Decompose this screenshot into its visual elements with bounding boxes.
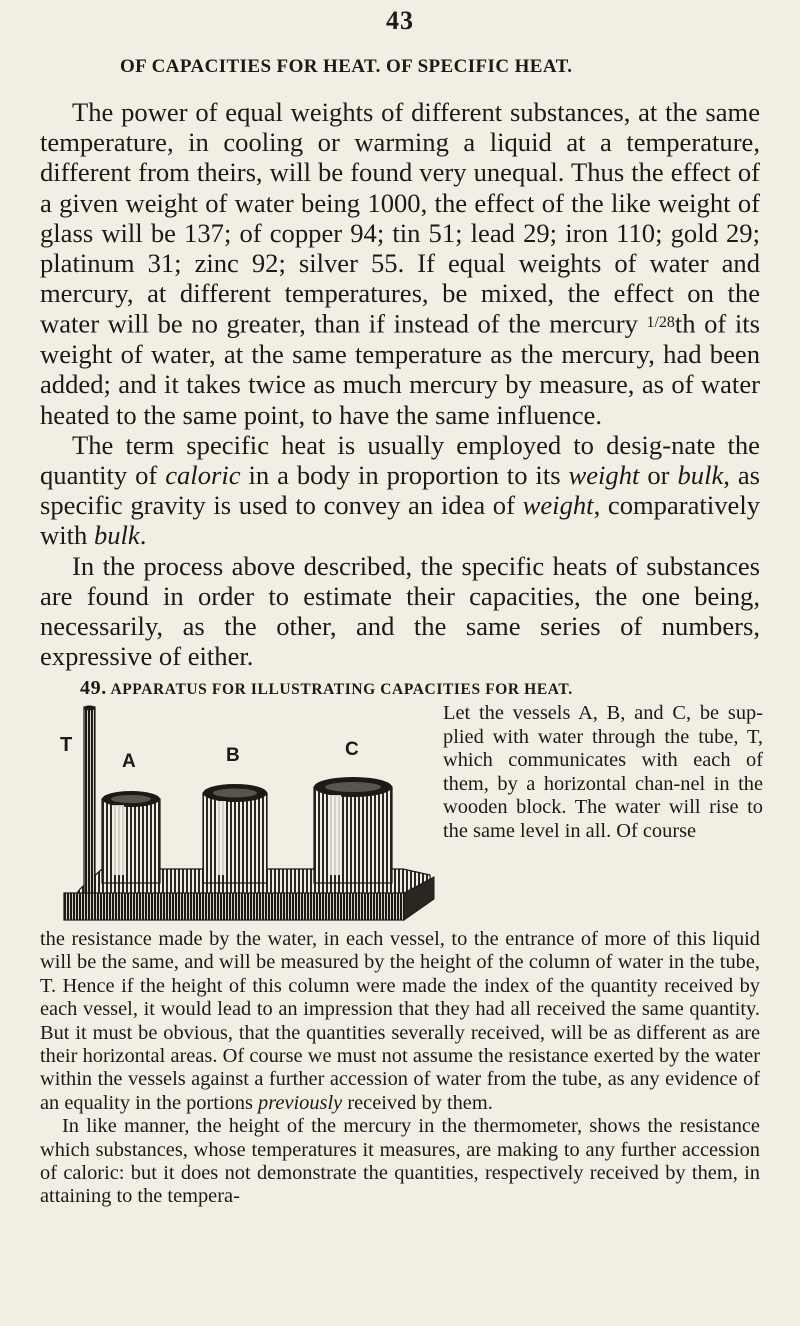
main-text [40,97,760,671]
paragraph-text: The term specific heat is usually employed to desig-nate the quantity of [40,429,760,491]
vessel-b [203,784,267,883]
italic-term: caloric [165,460,241,491]
paragraph-text: in a body in proportion to its [240,460,569,491]
paragraph-text: The power of equal weights of different substances, at the same temperature, in cooling or warming a liquid at a temperature, different from theirs, will be found very unequal. Thus the effect of a given weight of water being 1000, the effect of the like weight of glass will be 137; of copper 94; tin 51; lead 29; iron 110; gold 29; platinum 31; zinc 92; silver 55. If equal weights of water and mercury, at different temperatures, be mixed, the effect on the water will be no greater, than if instead of the mercury [40,97,760,339]
paragraph-process: In the process above described, the specific heats of substances are found in order to estimate their capacities, the one being, necessarily, as the other, and the same series of numbers, expressive of either. [40,550,760,672]
italic-term: previously [258,1091,343,1114]
small-paragraph-resistance [40,928,760,1115]
paragraph-text: or [639,460,678,491]
tube-t [84,706,96,894]
fraction: 1/28 [646,314,675,332]
paragraph-text: received by them. [342,1091,493,1114]
figure-number: 49. [80,677,107,699]
label-c: C [345,739,359,760]
figure-caption-text: APPARATUS FOR ILLUSTRATING CAPACITIES FOR HEAT. [110,681,573,698]
italic-term: weight [522,490,594,521]
paragraph-text: , comparatively with [40,490,760,551]
small-paragraph-thermometer: In like manner, the height of the mercury in the thermometer, shows the resistance which substances, whose temperatures it measures, are making to any further accession of caloric: but it does not demonstrate the quantities, respectively received by them, in attaining to the tempera- [40,1115,760,1208]
running-head: OF CAPACITIES FOR HEAT. OF SPECIFIC HEAT. [120,56,573,77]
paragraph-text: th of its weight of water, at the same temperature as the mercury, had been added; and it takes twice as much mercury by measure, as of water heated to the same point, to have the same influence. [40,309,760,430]
paragraph-specific-heat [40,430,760,551]
small-text [40,928,760,1209]
vessel-a [102,791,160,883]
italic-term: bulk [677,460,724,491]
italic-term: weight [568,460,640,491]
label-a: A [122,751,136,772]
paragraph-text: . [139,520,147,551]
vessel-c [314,777,392,883]
apparatus-illustration [58,705,438,930]
label-t: T [60,734,73,756]
italic-term: bulk [93,520,140,551]
paragraph-text: the resistance made by the water, in each vessel, to the entrance of more of this liquid will be the same, and will be measured by the height of the column of water in the tube, T. Hence if the height of this column were made the index of the quantity received by each vessel, it would lead to an impression that they had all received the same quantity. But it must be obvious, that the quantities severally received, will be as different as are their horizontal areas. Of course we must not assume the resistance exerted by the water within the vessels against a further accession of water from the tube, as any evidence of an equality in the portions [40,928,760,1114]
apparatus-figure [58,705,438,930]
figure-caption [80,677,780,700]
page-number: 43 [386,6,414,35]
figure-side-text: Let the vessels A, B, and C, be sup-plied with water through the tube, T, which communicates with each of them, by a horizontal chan-nel in the wooden block. The water will rise to the same level in all. Of course [443,702,763,842]
paragraph-text: , as specific gravity is used to convey an idea of [40,460,761,521]
paragraph-weights [40,97,760,430]
label-b: B [226,745,240,766]
